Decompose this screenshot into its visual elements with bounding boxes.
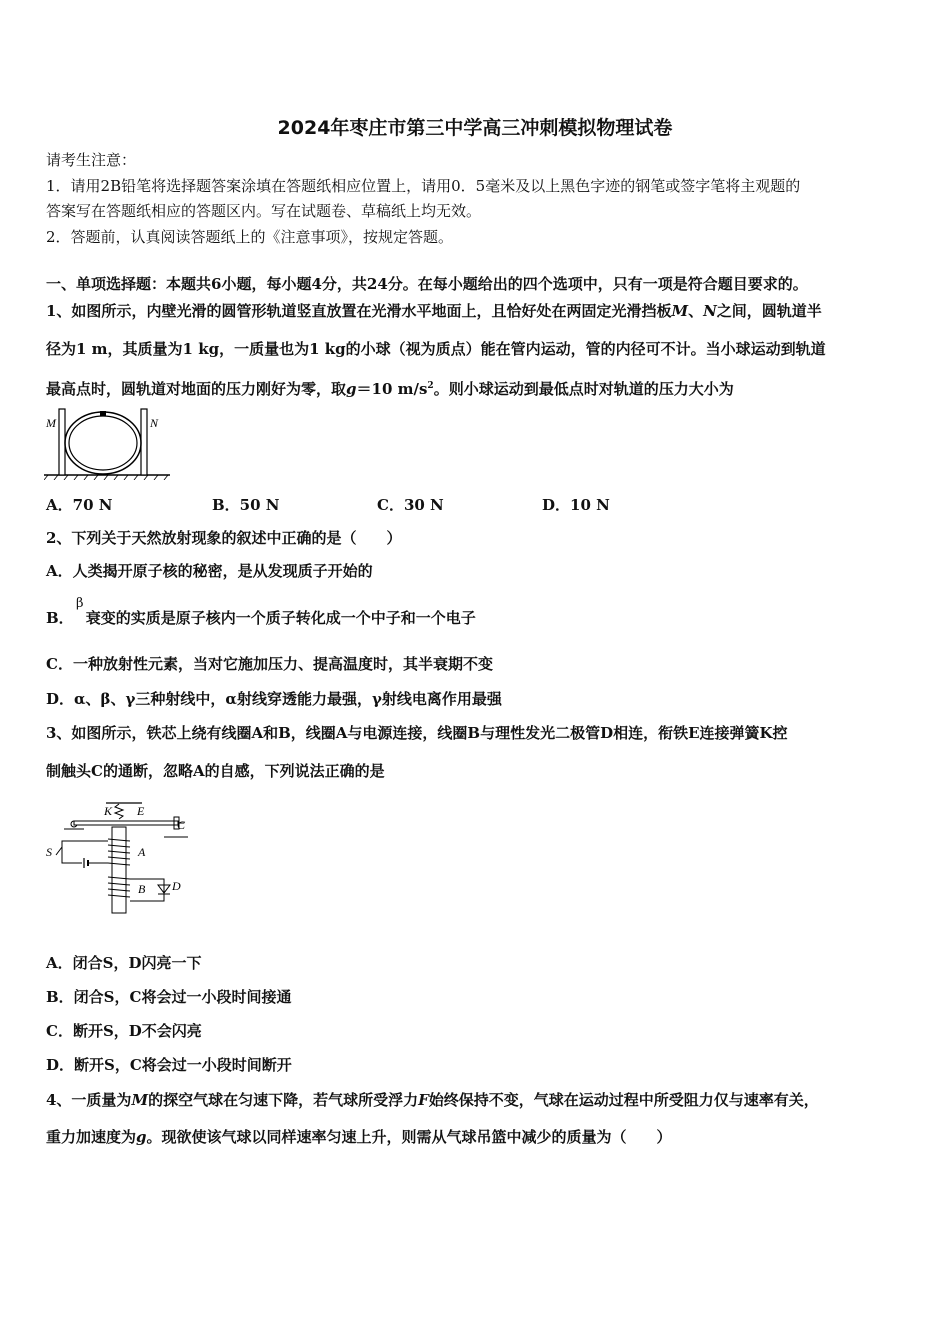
spring-k — [115, 804, 123, 819]
q4-symbol-f: F — [418, 1091, 429, 1109]
q2-stem: 2、下列关于天然放射现象的叙述中正确的是（ ） — [46, 529, 402, 547]
q3-relay-circuit-figure — [44, 795, 194, 915]
label-s: S — [46, 845, 52, 859]
q1-superscript: 2 — [427, 381, 434, 391]
label-c: C — [177, 818, 186, 832]
q4-stem-line-1 — [46, 1090, 819, 1110]
q1-stem-line-1 — [46, 301, 822, 321]
q3-option-d[interactable]: D．断开S，C将会过一小段时间断开 — [46, 1056, 292, 1074]
inner-tube — [69, 416, 137, 470]
notice-item-1-line-1: 1．请用2B铅笔将选择题答案涂填在答题纸相应位置上，请用0．5毫米及以上黑色字迹的钢笔或签字笔将主观题的 — [46, 177, 801, 195]
notice-heading: 请考生注意： — [46, 151, 137, 169]
q1-text: 最高点时，圆轨道对地面的压力刚好为零，取 — [46, 380, 347, 398]
q4-text: 。现欲使该气球以同样速率匀速上升，则需从气球吊篮中减少的质量为（ ） — [146, 1128, 672, 1146]
q2-option-a[interactable]: A．人类揭开原子核的秘密，是从发现质子开始的 — [46, 562, 373, 580]
circuit-b-wire — [130, 879, 164, 901]
q1-text: 。则小球运动到最低点时对轨道的压力大小为 — [433, 380, 734, 398]
label-m: M — [46, 416, 56, 430]
notice-item-2: 2．答题前，认真阅读答题纸上的《注意事项》，按规定答题。 — [46, 228, 454, 246]
wall-n — [141, 409, 147, 475]
q4-symbol-m: M — [131, 1091, 149, 1109]
label-b: B — [138, 882, 146, 896]
label-e: E — [137, 804, 145, 818]
armature-e — [74, 821, 178, 825]
q3-option-a[interactable]: A．闭合S，D闪亮一下 — [46, 954, 202, 972]
q1-text: 之间，圆轨道半 — [716, 302, 822, 320]
q2-option-c[interactable]: C．一种放射性元素，当对它施加压力、提高温度时，其半衰期不变 — [46, 655, 493, 673]
outer-tube — [65, 412, 141, 474]
q1-separator: 、 — [688, 302, 704, 320]
label-n: N — [150, 416, 159, 430]
q2-option-b-prefix: B． — [46, 609, 74, 627]
q3-option-b[interactable]: B．闭合S，C将会过一小段时间接通 — [46, 988, 292, 1006]
notice-item-1-line-2: 答案写在答题纸相应的答题区内。写在试题卷、草稿纸上均无效。 — [46, 202, 482, 220]
page-title: 2024年枣庄市第三中学高三冲刺模拟物理试卷 — [277, 117, 673, 139]
q1-symbol-g: g — [346, 380, 357, 398]
wall-m — [59, 409, 65, 475]
q4-text: 重力加速度为 — [46, 1128, 137, 1146]
q1-option-d[interactable]: D．10 N — [542, 496, 610, 514]
section-heading: 一、单项选择题：本题共6小题，每小题4分，共24分。在每小题给出的四个选项中，只有一项是符合题目要求的。 — [46, 275, 808, 293]
q1-option-a[interactable]: A．70 N — [46, 496, 113, 514]
q4-text: 4、一质量为 — [46, 1091, 132, 1109]
beta-symbol: β — [76, 596, 84, 611]
q2-option-b[interactable] — [46, 608, 476, 628]
q1-symbol-n: N — [703, 302, 717, 320]
circuit-a-wire — [62, 841, 108, 863]
q2-option-b-text: 衰变的实质是原子核内一个质子转化成一个中子和一个电子 — [85, 609, 476, 627]
q1-option-c[interactable]: C．30 N — [377, 496, 444, 514]
q1-symbol-m: M — [671, 302, 689, 320]
q1-stem-line-3 — [46, 376, 734, 399]
switch-s — [56, 847, 62, 855]
q1-text: 1、如图所示，内壁光滑的圆管形轨道竖直放置在光滑水平地面上，且恰好处在两固定光滑挡板 — [46, 302, 672, 320]
ball — [100, 411, 106, 416]
label-a: A — [138, 845, 146, 859]
q4-text: 的探空气球在匀速下降，若气球所受浮力 — [148, 1091, 419, 1109]
q1-circular-track-figure — [44, 405, 174, 480]
q3-stem-line-1: 3、如图所示，铁芯上绕有线圈A和B，线圈A与电源连接，线圈B与理性发光二极管D相连，衔铁E连接弹簧K控 — [46, 724, 788, 742]
q2-option-d[interactable]: D．α、β、γ三种射线中，α射线穿透能力最强，γ射线电离作用最强 — [46, 690, 502, 708]
q3-stem-line-2: 制触头C的通断，忽略A的自感，下列说法正确的是 — [46, 762, 385, 780]
q4-stem-line-2 — [46, 1127, 672, 1147]
q4-symbol-g: g — [136, 1128, 147, 1146]
q4-text: 始终保持不变，气球在运动过程中所受阻力仅与速率有关， — [428, 1091, 819, 1109]
q1-option-b[interactable]: B．50 N — [212, 496, 280, 514]
label-k: K — [104, 804, 113, 818]
q1-stem-line-2: 径为1 m，其质量为1 kg，一质量也为1 kg的小球（视为质点）能在管内运动，管的内径可不计。当小球运动到轨道 — [46, 340, 826, 358]
q1-text: ＝10 m/s — [356, 380, 428, 398]
label-d: D — [172, 879, 181, 893]
q3-option-c[interactable]: C．断开S，D不会闪亮 — [46, 1022, 202, 1040]
